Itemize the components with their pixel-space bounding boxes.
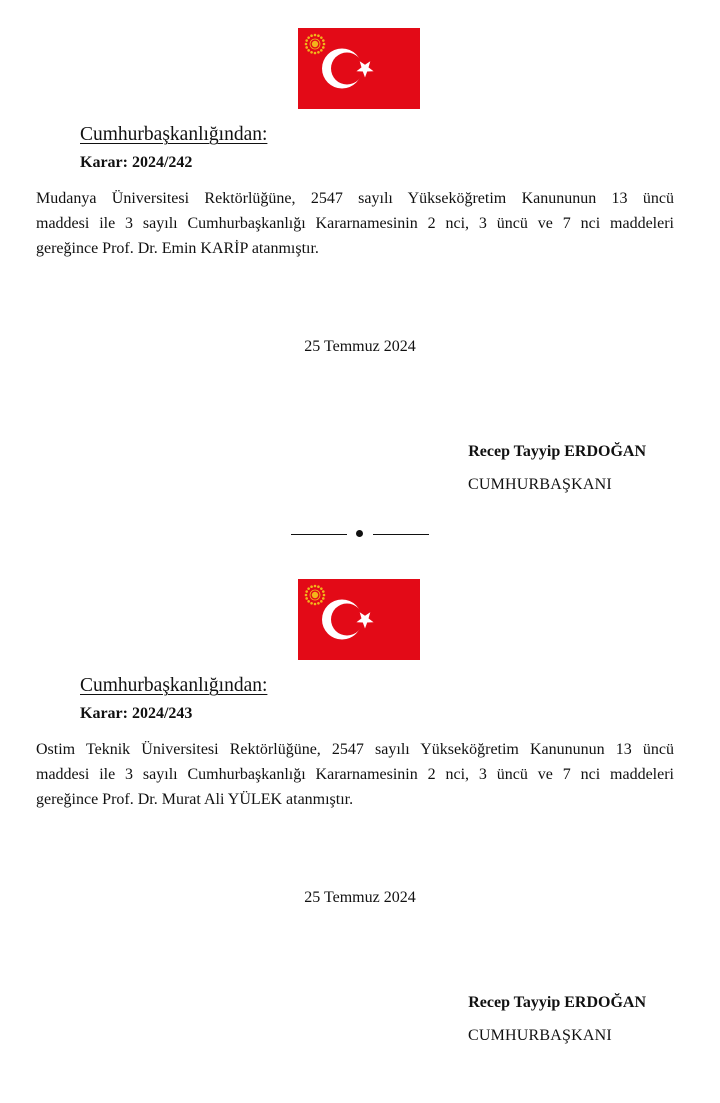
decree-date: 25 Temmuz 2024 [304, 889, 416, 906]
decree-body-line: maddesi ile 3 sayılı Cumhurbaşkanlığı Kararnamesinin 2 nci, 3 üncü ve 7 nci maddeleri [36, 766, 674, 783]
decree-2024-242 [0, 0, 720, 520]
turkish-flag-icon [298, 28, 420, 109]
decree-body-line: gereğince Prof. Dr. Emin KARİP atanmıştır. [36, 240, 319, 257]
signer-name: Recep Tayyip ERDOĞAN [468, 443, 646, 460]
decree-body-line: maddesi ile 3 sayılı Cumhurbaşkanlığı Kararnamesinin 2 nci, 3 üncü ve 7 nci maddeleri [36, 215, 674, 232]
decree-2024-243 [0, 551, 720, 1071]
decision-number: Karar: 2024/242 [80, 154, 193, 171]
separator-rule [291, 534, 347, 535]
decree-body-line: gereğince Prof. Dr. Murat Ali YÜLEK atanmıştır. [36, 791, 354, 808]
signer-title: CUMHURBAŞKANI [468, 1027, 612, 1044]
separator-dot [356, 530, 363, 537]
turkish-flag-icon [298, 579, 420, 660]
decree-date: 25 Temmuz 2024 [304, 338, 416, 355]
signer-name: Recep Tayyip ERDOĞAN [468, 994, 646, 1011]
decree-body [36, 737, 674, 812]
section-separator [291, 526, 429, 540]
signer-title: CUMHURBAŞKANI [468, 476, 612, 493]
decree-body-line: Ostim Teknik Üniversitesi Rektörlüğüne, 2547 sayılı Yükseköğretim Kanununun 13 üncü [36, 741, 674, 758]
issuer-heading: Cumhurbaşkanlığından: [80, 675, 268, 696]
decision-number: Karar: 2024/243 [80, 705, 193, 722]
decree-body [36, 186, 674, 261]
issuer-heading: Cumhurbaşkanlığından: [80, 124, 268, 145]
decree-body-line: Mudanya Üniversitesi Rektörlüğüne, 2547 sayılı Yükseköğretim Kanununun 13 üncü [36, 190, 674, 207]
separator-rule [373, 534, 429, 535]
